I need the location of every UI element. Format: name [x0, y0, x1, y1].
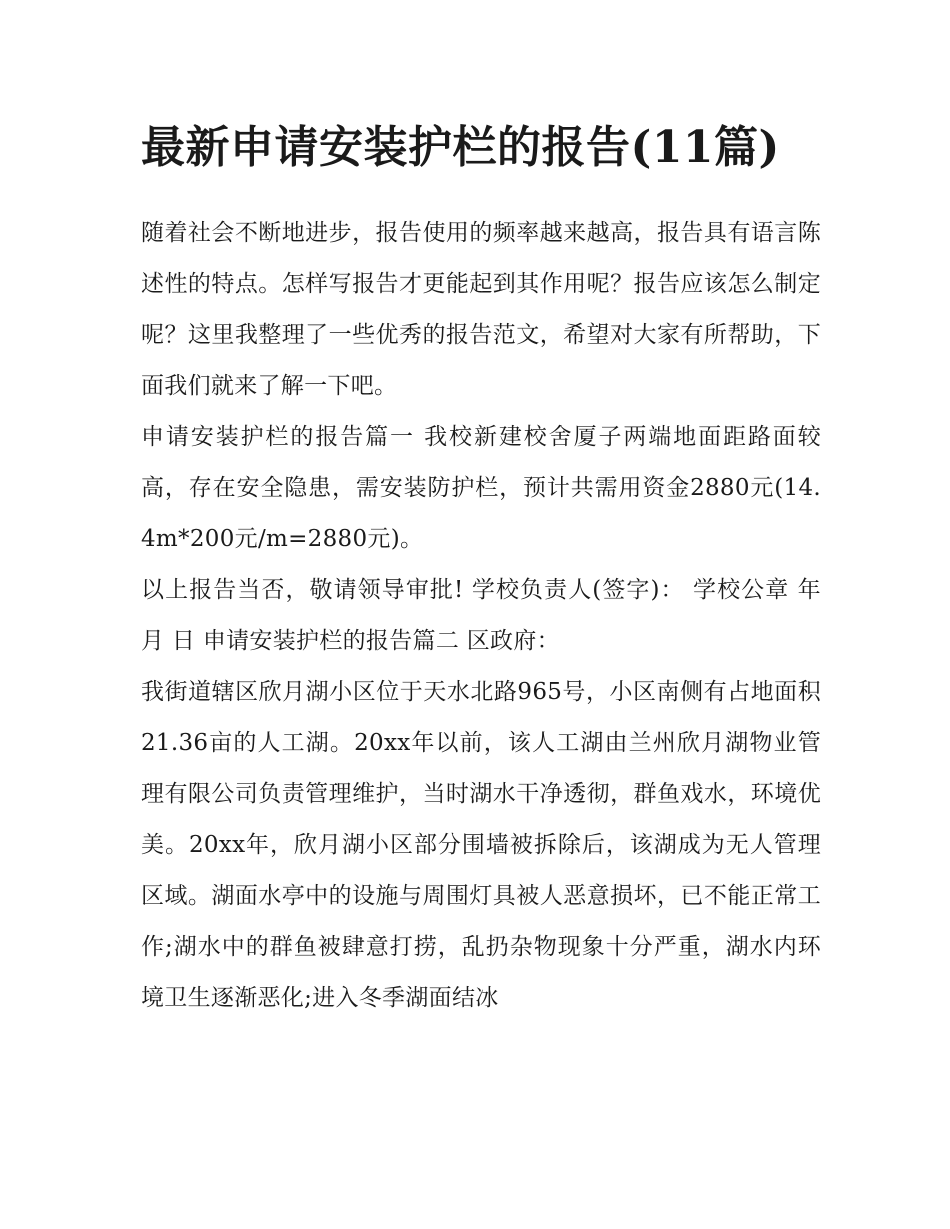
paragraph-intro: 随着社会不断地进步，报告使用的频率越来越高，报告具有语言陈述性的特点。怎样写报告才更能起到其作用呢？报告应该怎么制定呢？这里我整理了一些优秀的报告范文，希望对大家有所帮助，下面我们就来了解一下吧。	[141, 220, 821, 399]
paragraph-report-two-body: 我街道辖区欣月湖小区位于天水北路965号，小区南侧有占地面积21.36亩的人工湖。20xx年以前，该人工湖由兰州欣月湖物业管理有限公司负责管理维护，当时湖水干净透彻，群鱼戏水，环境优美。20xx年，欣月湖小区部分围墙被拆除后，该湖成为无人管理区域。湖面水亭中的设施与周围灯具被人恶意损坏，已不能正常工作;湖水中的群鱼被肆意打捞，乱扔杂物现象十分严重，湖水内环境卫生逐渐恶化;进入冬季湖面结冰	[141, 679, 821, 1011]
paragraph-report-one: 申请安装护栏的报告篇一 我校新建校舍厦子两端地面距路面较高，存在安全隐患，需安装防护栏，预计共需用资金2880元(14.4m*200元/m=2880元)。	[141, 424, 821, 552]
paragraph-signature-line: 以上报告当否，敬请领导审批! 学校负责人(签字)： 学校公章 年 月 日 申请安装护栏的报告篇二 区政府：	[141, 577, 821, 654]
document-title: 最新申请安装护栏的报告(11篇)	[141, 122, 780, 173]
document-body	[141, 110, 821, 1024]
